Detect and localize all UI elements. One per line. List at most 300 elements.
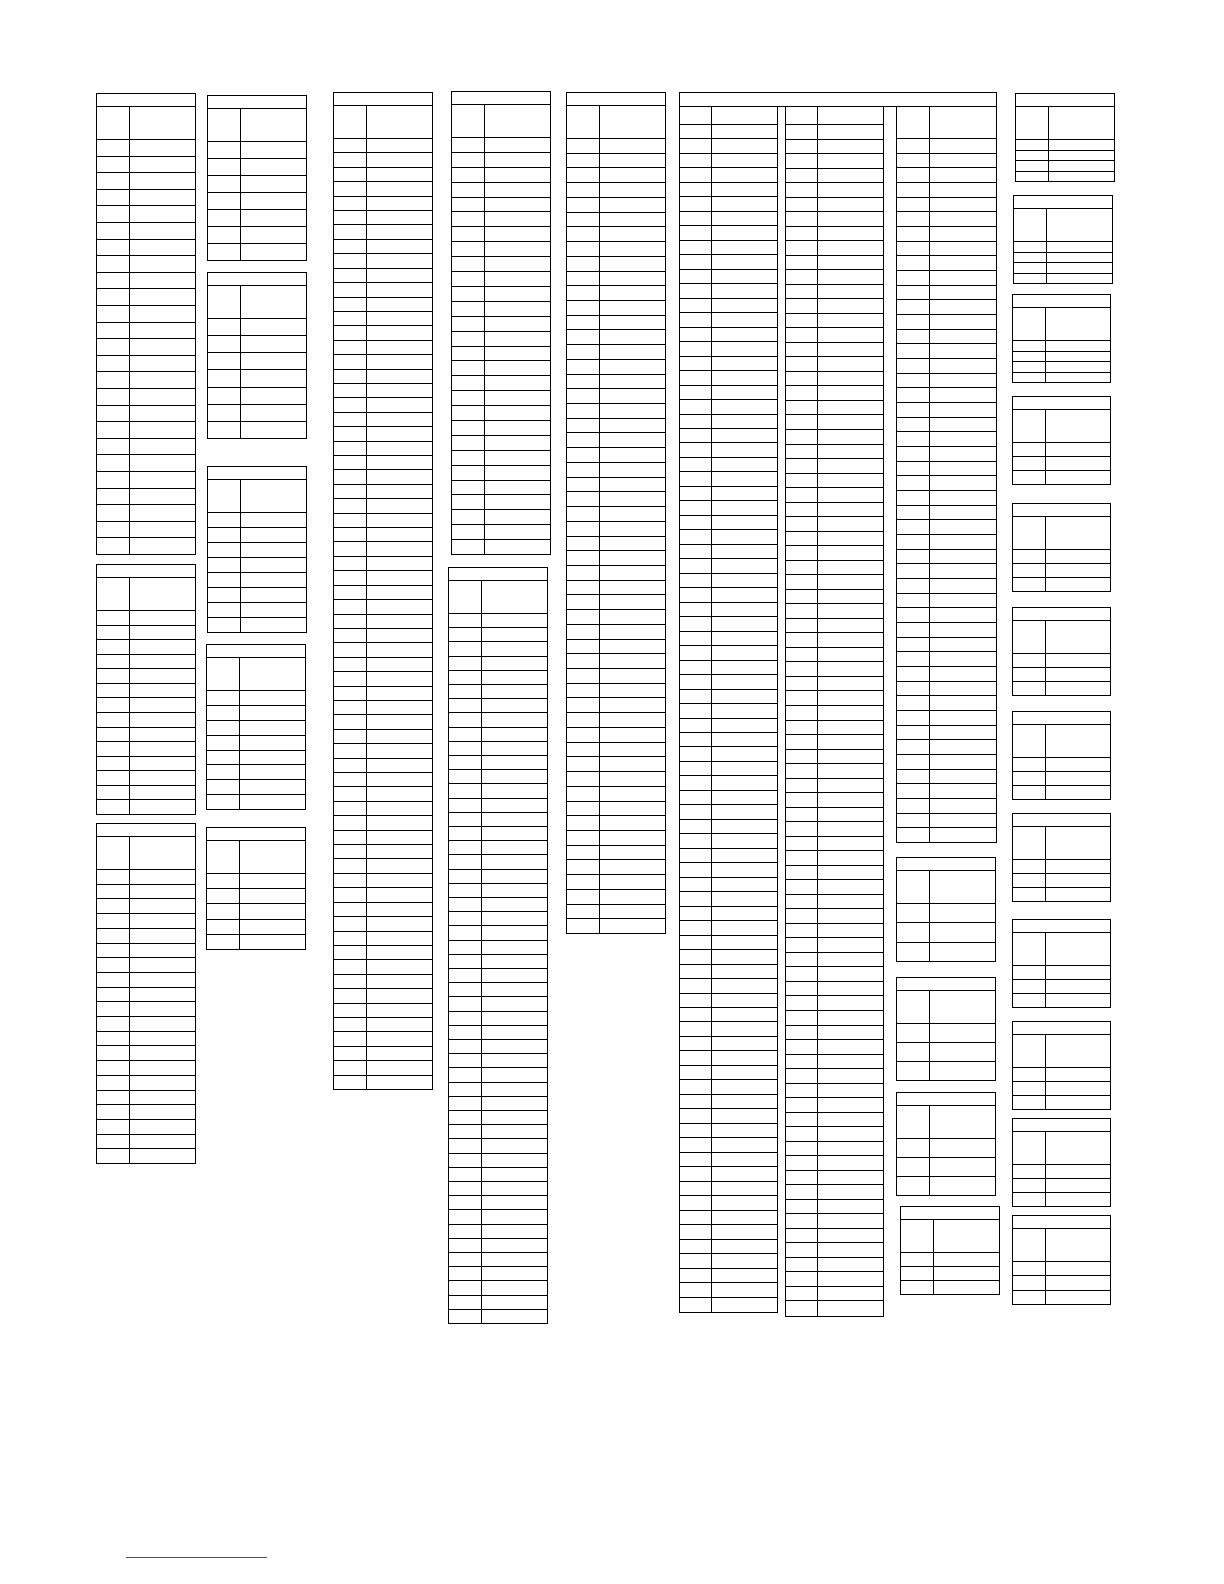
table-row (567, 167, 665, 168)
data-table (896, 1092, 996, 1196)
table-row (680, 1181, 777, 1182)
table-row (452, 226, 550, 227)
table-row (1013, 442, 1110, 443)
table-row (897, 666, 996, 667)
table-row (786, 168, 883, 169)
table-row (897, 255, 996, 256)
table-row (334, 498, 432, 499)
table-row (334, 931, 432, 932)
column-divider (1045, 933, 1046, 1007)
table-row (786, 1242, 883, 1243)
table-row (786, 1155, 883, 1156)
table-row (786, 937, 883, 938)
table-row (786, 879, 883, 880)
table-row (1013, 1261, 1110, 1262)
table-row (680, 674, 777, 675)
table-row (786, 1141, 883, 1142)
table-row (786, 1097, 883, 1098)
table-row (680, 1166, 777, 1167)
table-row (1013, 456, 1110, 457)
table-row (452, 167, 550, 168)
column-divider (239, 841, 240, 949)
table-row (786, 690, 883, 691)
table-row (567, 889, 665, 890)
table-title (452, 92, 550, 105)
table-row (334, 311, 432, 312)
table-row (97, 1016, 195, 1017)
table-row (567, 594, 665, 595)
table-row (208, 243, 306, 244)
table-row (786, 182, 883, 183)
table-row (786, 1271, 883, 1272)
table-row (680, 500, 777, 501)
table-row (567, 801, 665, 802)
table-row (786, 1286, 883, 1287)
table-row (334, 224, 432, 225)
table-row (334, 282, 432, 283)
table-title (1013, 1216, 1110, 1229)
table-row (897, 651, 996, 652)
table-row (897, 490, 996, 491)
table-row (1013, 757, 1110, 758)
table-row (207, 903, 305, 904)
table-row (567, 727, 665, 728)
table-row (567, 712, 665, 713)
table-row (680, 891, 777, 892)
table-row (567, 182, 665, 183)
table-row (786, 516, 883, 517)
table-row (897, 681, 996, 682)
data-table (1012, 919, 1111, 1008)
table-row (334, 369, 432, 370)
table-row (334, 628, 432, 629)
table-row (334, 570, 432, 571)
table-row (786, 1199, 883, 1200)
table-row (97, 1148, 195, 1149)
table-row (334, 1060, 432, 1061)
table-row (449, 1053, 547, 1054)
table-row (334, 527, 432, 528)
data-table (207, 272, 307, 439)
table-row (786, 255, 883, 256)
table-row (334, 916, 432, 917)
data-table (1012, 1118, 1111, 1207)
table-row (208, 617, 306, 618)
table-row (567, 403, 665, 404)
table-row (449, 627, 547, 628)
table-row (452, 211, 550, 212)
table-row (786, 1112, 883, 1113)
table-row (897, 622, 996, 623)
table-row (97, 654, 195, 655)
table-row (897, 167, 996, 168)
data-table (1012, 1215, 1111, 1305)
table-row (786, 923, 883, 924)
table-row (334, 959, 432, 960)
table-row (97, 668, 195, 669)
table-row (449, 613, 547, 614)
table-row (97, 712, 195, 713)
table-row (208, 387, 306, 388)
table-row (786, 414, 883, 415)
table-row (897, 197, 996, 198)
table-row (334, 614, 432, 615)
table-row (449, 769, 547, 770)
table-row (897, 769, 996, 770)
table-row (786, 792, 883, 793)
table-row (786, 327, 883, 328)
table-row (680, 1094, 777, 1095)
table-row (567, 830, 665, 831)
table-row (1013, 1164, 1110, 1165)
table-row (452, 360, 550, 361)
table-row (786, 1039, 883, 1040)
table-row (449, 854, 547, 855)
table-row (680, 631, 777, 632)
table-row (567, 639, 665, 640)
table-row (208, 527, 306, 528)
table-row (567, 374, 665, 375)
table-row (1014, 241, 1112, 242)
table-row (97, 928, 195, 929)
table-row (680, 1050, 777, 1051)
table-row (680, 616, 777, 617)
table-row (680, 906, 777, 907)
table-row (897, 299, 996, 300)
data-table (1013, 195, 1113, 284)
table-row (207, 888, 305, 889)
table-row (97, 1001, 195, 1002)
data-table (679, 107, 778, 1313)
table-row (1013, 1275, 1110, 1276)
table-row (786, 1184, 883, 1185)
table-title (897, 978, 995, 991)
table-row (334, 253, 432, 254)
table-row (208, 175, 306, 176)
data-table (96, 93, 196, 555)
column-divider (239, 658, 240, 809)
table-row (449, 1167, 547, 1168)
table-row (1013, 993, 1110, 994)
table-row (567, 874, 665, 875)
table-row (334, 441, 432, 442)
table-row (786, 1170, 883, 1171)
table-row (97, 288, 195, 289)
table-row (208, 209, 306, 210)
table-row (334, 469, 432, 470)
column-divider (1045, 621, 1046, 695)
table-row (901, 1252, 999, 1253)
table-row (208, 512, 306, 513)
table-row (897, 695, 996, 696)
table-row (680, 457, 777, 458)
table-row (449, 1082, 547, 1083)
table-row (680, 587, 777, 588)
table-row (567, 447, 665, 448)
table-row (680, 211, 777, 212)
column-divider (599, 106, 600, 933)
table-row (786, 661, 883, 662)
table-row (449, 670, 547, 671)
table-row (567, 609, 665, 610)
table-row (452, 390, 550, 391)
table-row (452, 256, 550, 257)
table-row (680, 1239, 777, 1240)
table-row (786, 487, 883, 488)
table-title (207, 645, 305, 658)
table-row (897, 358, 996, 359)
table-row (897, 637, 996, 638)
table-row (449, 1209, 547, 1210)
table-row (901, 1266, 999, 1267)
table-row (1013, 785, 1110, 786)
table-row (897, 431, 996, 432)
table-row (680, 660, 777, 661)
column-divider (929, 106, 930, 842)
table-row (680, 1007, 777, 1008)
table-row (897, 593, 996, 594)
table-row (567, 226, 665, 227)
table-row (680, 1021, 777, 1022)
table-row (680, 385, 777, 386)
table-row (897, 1176, 995, 1177)
table-row (897, 783, 996, 784)
table-row (680, 1195, 777, 1196)
table-row (452, 539, 550, 540)
table-row (680, 775, 777, 776)
table-row (97, 421, 195, 422)
table-row (786, 1126, 883, 1127)
table-row (334, 138, 432, 139)
table-row (567, 668, 665, 669)
table-row (786, 749, 883, 750)
table-row (786, 589, 883, 590)
table-row (208, 226, 306, 227)
table-row (208, 352, 306, 353)
column-divider (481, 581, 482, 1323)
table-row (567, 241, 665, 242)
table-row (786, 240, 883, 241)
table-group-header (679, 92, 997, 107)
table-row (680, 1224, 777, 1225)
table-row (680, 819, 777, 820)
table-row (334, 1017, 432, 1018)
table-row (897, 578, 996, 579)
table-row (680, 515, 777, 516)
table-row (334, 657, 432, 658)
table-row (786, 821, 883, 822)
table-row (97, 1075, 195, 1076)
table-row (897, 813, 996, 814)
table-row (97, 488, 195, 489)
table-row (680, 862, 777, 863)
table-row (567, 300, 665, 301)
table-row (786, 676, 883, 677)
table-row (786, 400, 883, 401)
table-row (334, 152, 432, 153)
table-row (452, 197, 550, 198)
table-row (334, 830, 432, 831)
table-row (680, 1108, 777, 1109)
table-row (786, 211, 883, 212)
table-row (449, 1309, 547, 1310)
table-row (897, 534, 996, 535)
table-row (334, 484, 432, 485)
table-row (680, 298, 777, 299)
table-row (97, 521, 195, 522)
table-row (208, 404, 306, 405)
table-row (680, 1282, 777, 1283)
table-row (452, 494, 550, 495)
table-row (207, 794, 305, 795)
table-row (897, 798, 996, 799)
table-row (449, 727, 547, 728)
data-table (566, 92, 666, 934)
table-row (334, 340, 432, 341)
table-row (1014, 252, 1112, 253)
table-row (680, 341, 777, 342)
table-row (449, 812, 547, 813)
table-row (97, 338, 195, 339)
table-row (449, 1280, 547, 1281)
table-row (786, 836, 883, 837)
table-row (334, 181, 432, 182)
table-row (897, 153, 996, 154)
table-row (567, 491, 665, 492)
table-row (207, 764, 305, 765)
table-row (567, 845, 665, 846)
table-row (786, 720, 883, 721)
table-row (786, 850, 883, 851)
table-row (786, 502, 883, 503)
table-row (680, 486, 777, 487)
table-row (680, 645, 777, 646)
table-row (334, 268, 432, 269)
data-table (96, 564, 196, 815)
table-row (680, 225, 777, 226)
data-table (1015, 93, 1115, 182)
table-row (786, 1025, 883, 1026)
column-divider (484, 105, 485, 554)
table-row (207, 735, 305, 736)
table-row (452, 405, 550, 406)
table-row (334, 1075, 432, 1076)
table-row (786, 1300, 883, 1301)
table-row (786, 444, 883, 445)
table-row (334, 700, 432, 701)
table-row (334, 585, 432, 586)
table-title (1013, 397, 1110, 410)
table-row (449, 1039, 547, 1040)
table-row (207, 690, 305, 691)
table-row (680, 877, 777, 878)
table-row (449, 712, 547, 713)
column-divider (929, 991, 930, 1080)
table-row (680, 414, 777, 415)
table-row (567, 521, 665, 522)
table-row (897, 402, 996, 403)
table-row (449, 925, 547, 926)
table-row (207, 934, 305, 935)
table-row (452, 182, 550, 183)
table-row (334, 1031, 432, 1032)
table-row (786, 313, 883, 314)
table-row (786, 865, 883, 866)
table-row (897, 182, 996, 183)
table-row (567, 153, 665, 154)
table-row (97, 639, 195, 640)
table-row (452, 316, 550, 317)
table-row (567, 624, 665, 625)
table-row (207, 720, 305, 721)
table-row (786, 632, 883, 633)
table-row (452, 346, 550, 347)
table-row (449, 1153, 547, 1154)
table-row (449, 684, 547, 685)
table-row (897, 211, 996, 212)
table-title (897, 1093, 995, 1106)
table-row (449, 1138, 547, 1139)
table-row (452, 331, 550, 332)
column-divider (711, 107, 712, 1312)
table-row (786, 1228, 883, 1229)
table-row (97, 322, 195, 323)
column-divider (1045, 1229, 1046, 1304)
table-title (1013, 295, 1110, 308)
table-row (897, 519, 996, 520)
table-row (452, 375, 550, 376)
table-row (897, 373, 996, 374)
table-row (449, 940, 547, 941)
table-row (680, 848, 777, 849)
table-row (207, 750, 305, 751)
table-row (680, 529, 777, 530)
data-table (1012, 396, 1111, 485)
table-row (97, 388, 195, 389)
table-row (897, 903, 995, 904)
table-row (897, 1157, 995, 1158)
table-row (1013, 667, 1110, 668)
table-row (897, 505, 996, 506)
table-row (207, 873, 305, 874)
table-row (334, 196, 432, 197)
table-row (97, 272, 195, 273)
column-divider (1045, 827, 1046, 901)
table-row (97, 305, 195, 306)
table-row (567, 918, 665, 919)
table-row (897, 329, 996, 330)
table-row (334, 858, 432, 859)
table-title (1014, 196, 1112, 209)
table-row (449, 869, 547, 870)
table-row (97, 471, 195, 472)
table-row (208, 557, 306, 558)
column-divider (129, 578, 130, 814)
data-table (1012, 503, 1111, 592)
table-row (680, 167, 777, 168)
table-row (449, 1124, 547, 1125)
table-row (786, 603, 883, 604)
table-row (897, 270, 996, 271)
table-row (97, 405, 195, 406)
table-row (786, 124, 883, 125)
table-row (449, 1224, 547, 1225)
table-row (1016, 160, 1114, 161)
table-row (897, 607, 996, 608)
table-row (1014, 273, 1112, 274)
table-row (786, 342, 883, 343)
table-row (334, 455, 432, 456)
